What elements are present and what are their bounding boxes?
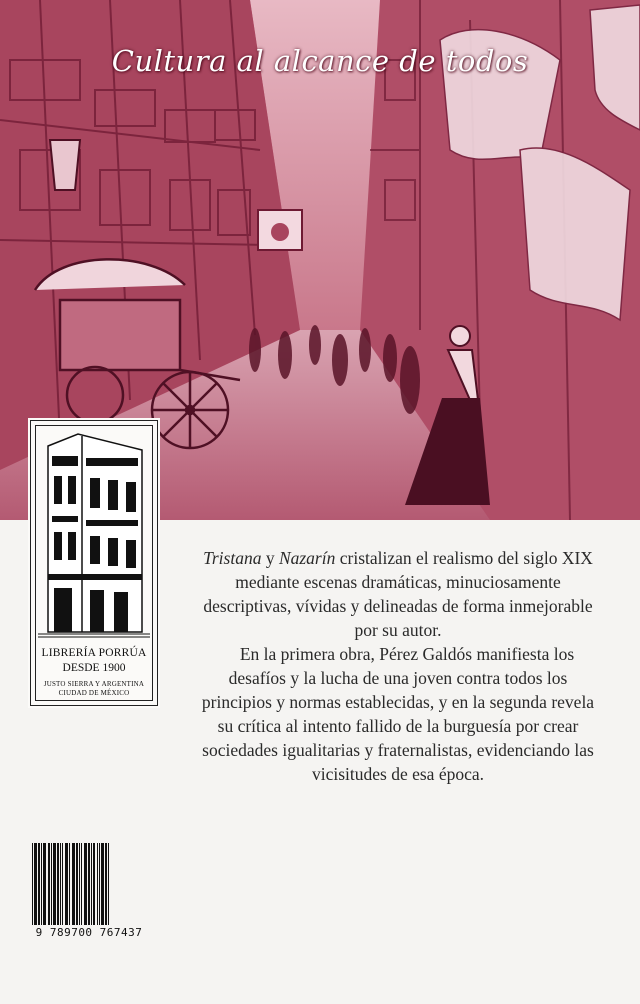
cover-tagline: Cultura al alcance de todos (111, 44, 529, 78)
blurb-conjunction: y (261, 548, 279, 568)
barcode-bar (84, 843, 87, 925)
barcode-bar (57, 843, 59, 925)
logo-line-3: JUSTO SIERRA Y ARGENTINA (43, 680, 145, 688)
barcode-bar (99, 843, 100, 925)
barcode-number: 9 789700 767437 (35, 926, 143, 939)
barcode-bar (97, 843, 98, 925)
barcode-bar (38, 843, 40, 925)
barcode-bar (48, 843, 50, 925)
barcode-bar (41, 843, 42, 925)
back-cover-blurb (198, 546, 598, 786)
barcode-bar (32, 843, 33, 925)
barcode-bar (53, 843, 56, 925)
bookstore-building-icon (38, 428, 150, 640)
logo-line-4: CIUDAD DE MÉXICO (58, 689, 130, 697)
barcode-bar (79, 843, 80, 925)
barcode-bar (108, 843, 109, 925)
blurb-paragraph-1-text: cristalizan el realismo del siglo XIX mediante escenas dramáticas, minuciosamente descriptivas, vívidas y delineadas de forma inmejorable por su autor. (203, 548, 593, 640)
barcode-bar (51, 843, 52, 925)
blurb-paragraph-2: En la primera obra, Pérez Galdós manifiesta los desafíos y la lucha de una joven contra todos los principios y normas establecidas, y en la segunda revela su crítica al intento fallido de la burguesía por crear sociedades igualitarias y fraternalistas, evidenciando las vicisitudes de esa época. (201, 644, 595, 784)
barcode-bar (72, 843, 75, 925)
barcode-bar (105, 843, 107, 925)
barcode-bar (91, 843, 92, 925)
barcode-bar (76, 843, 78, 925)
barcode-bar (101, 843, 104, 925)
blurb-paragraph-1 (198, 546, 598, 642)
logo-line-2: DESDE 1900 (62, 662, 126, 674)
barcode-bar (65, 843, 68, 925)
logo-line-1: LIBRERÍA PORRÚA (41, 647, 147, 659)
barcode-bar (43, 843, 46, 925)
title-tristana: Tristana (203, 548, 262, 568)
barcode-bar (93, 843, 95, 925)
barcode-bar (60, 843, 61, 925)
barcode-bar (62, 843, 63, 925)
barcode-bar (88, 843, 90, 925)
barcode-bar (81, 843, 82, 925)
barcode-bar (34, 843, 37, 925)
publisher-logo (30, 420, 158, 706)
barcode-bar (69, 843, 70, 925)
title-nazarin: Nazarín (278, 548, 336, 568)
